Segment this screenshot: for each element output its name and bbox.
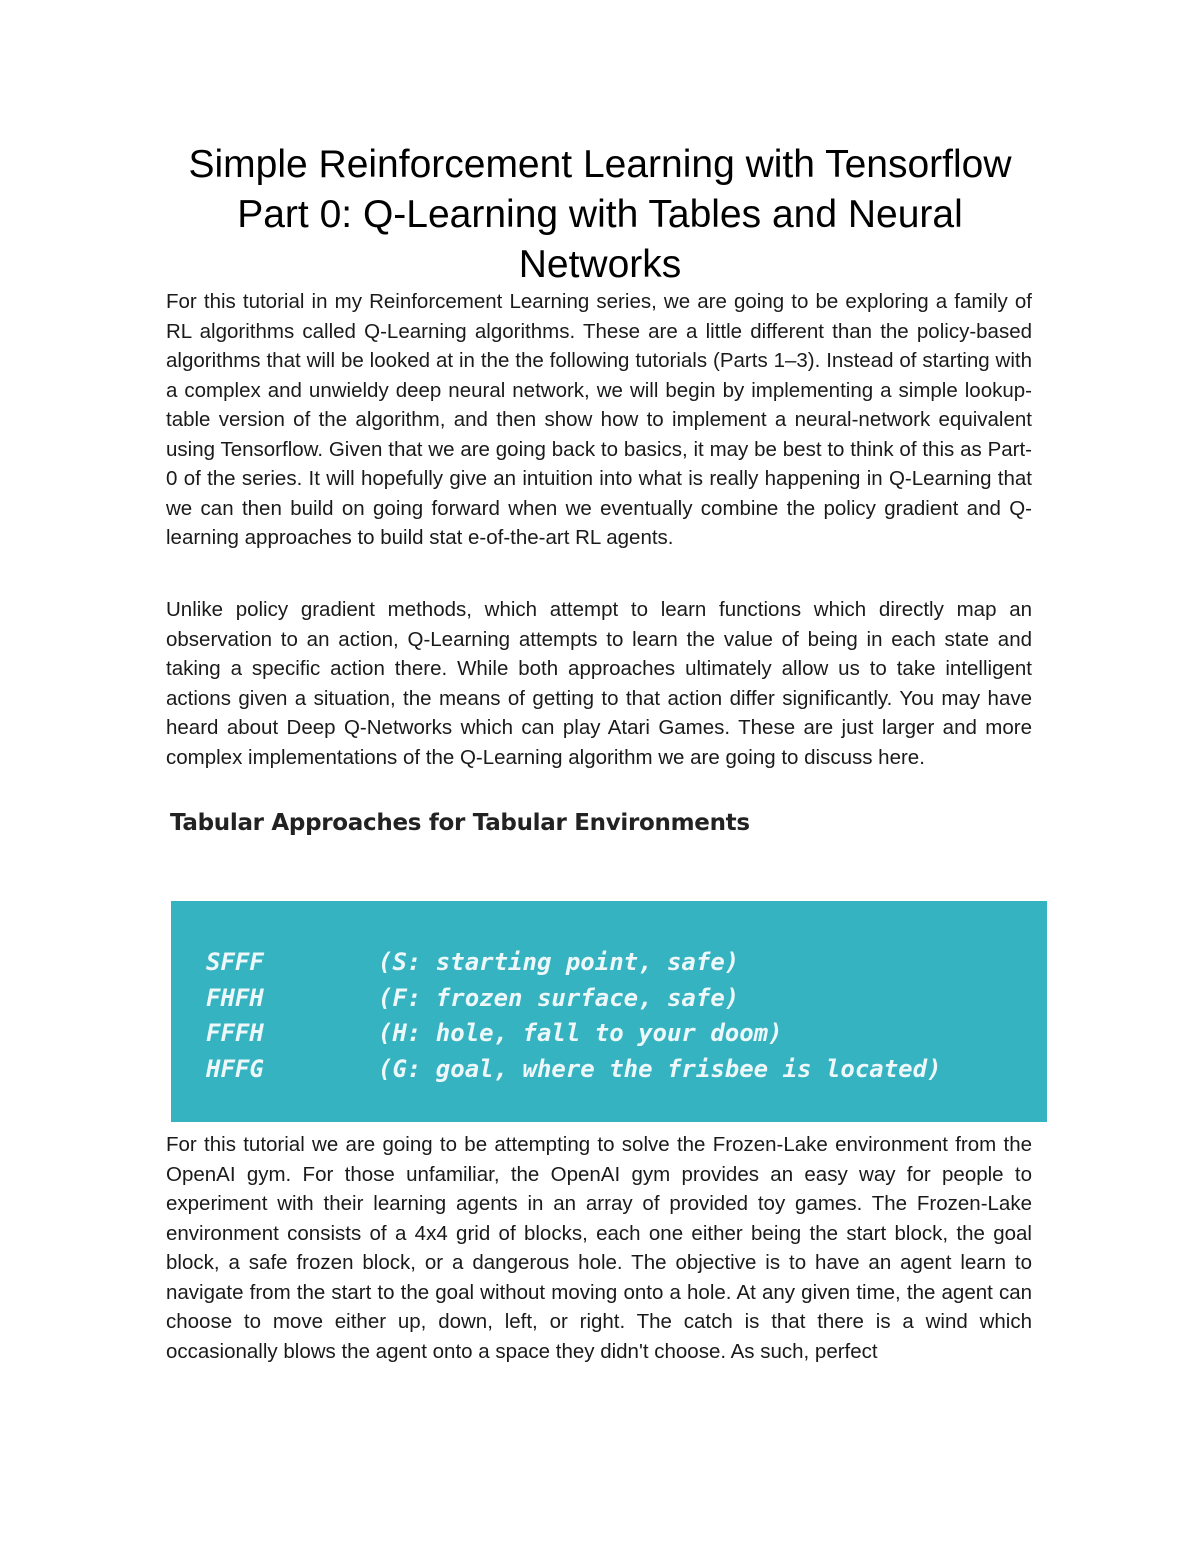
document-title: Simple Reinforcement Learning with Tensorflow Part 0: Q-Learning with Tables and Neural Networks xyxy=(188,143,1012,286)
code-line-legend: (F: frozen surface, safe) xyxy=(378,983,740,1012)
paragraph-q-learning-overview: Unlike policy gradient methods, which attempt to learn functions which directly map an observation to an action, Q-Learning attempts to learn the value of being in each state and taking a specific action there. While both approaches ultimately allow us to take intelligent actions given a situation, the means of getting to that action differ significantly. You may have heard about Deep Q-Networks which can play Atari Games. These are just larger and more complex implementations of the Q-Learning algorithm we are going to discuss here. xyxy=(166,598,1032,769)
code-line-grid-row: FFFH xyxy=(206,1019,264,1047)
code-line xyxy=(206,981,1047,1017)
code-line-grid-row: SFFF xyxy=(206,948,264,976)
paragraph-intro: For this tutorial in my Reinforcement Learning series, we are going to be exploring a family of RL algorithms called Q-Learning algorithms. These are a little different than the policy-based algorithms that will be looked at in the the following tutorials (Parts 1–3). Instead of starting with a complex and unwieldy deep neural network, we will begin by implementing a simple lookup-table version of the algorithm, and then show how to implement a neural-network equivalent using Tensorflow. Given that we are going back to basics, it may be best to think of this as Part-0 of the series. It will hopefully give an intuition into what is really happening in Q-Learning that we can then build on going forward when we eventually combine the policy gradient and Q-learning approaches to build stat e-of-the-art RL agents. xyxy=(166,290,1032,549)
code-line xyxy=(206,1052,1047,1088)
paragraph-frozen-lake: For this tutorial we are going to be attempting to solve the Frozen-Lake environment from the OpenAI gym. For those unfamiliar, the OpenAI gym provides an easy way for people to experiment with their learning agents in an array of provided toy games. The Frozen-Lake environment consists of a 4x4 grid of blocks, each one either being the start block, the goal block, a safe frozen block, or a dangerous hole. The objective is to have an agent learn to navigate from the start to the goal without moving onto a hole. At any given time, the agent can choose to move either up, down, left, or right. The catch is that there is a wind which occasionally blows the agent onto a space they didn't choose. As such, perfect xyxy=(166,1133,1032,1363)
code-line xyxy=(206,945,1047,981)
code-line xyxy=(206,1016,1047,1052)
code-line-grid-row: HFFG xyxy=(206,1054,264,1083)
code-line-grid-row: FHFH xyxy=(206,983,264,1012)
code-line-legend: (H: hole, fall to your doom) xyxy=(378,1019,783,1047)
code-line-legend: (G: goal, where the frisbee is located) xyxy=(378,1054,942,1083)
frozen-lake-map-code-block xyxy=(171,901,1047,1122)
section-heading: Tabular Approaches for Tabular Environments xyxy=(170,810,750,836)
code-line-legend: (S: starting point, safe) xyxy=(378,948,740,976)
